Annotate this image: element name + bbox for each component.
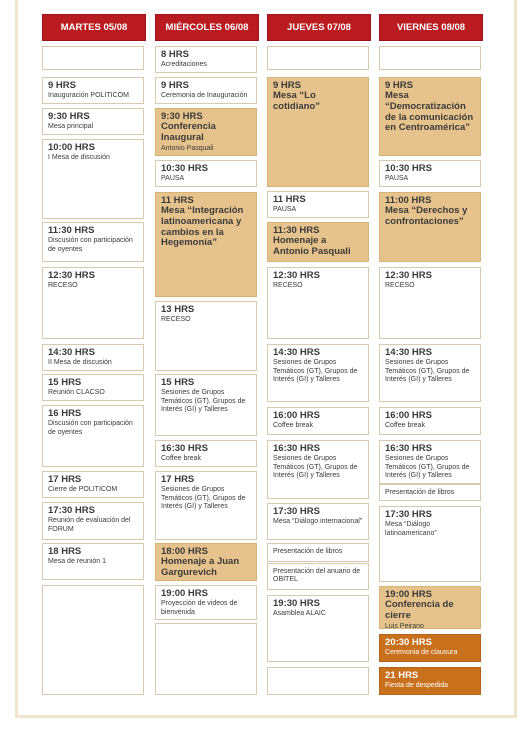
slot-desc: Coffee break [161, 455, 201, 463]
slot-time: 17:30 HRS [48, 505, 95, 516]
schedule-slot [267, 595, 369, 662]
slot-time: 14:30 HRS [385, 347, 432, 358]
slot-time: 10:00 HRS [48, 142, 95, 153]
slot-time: 9 HRS [48, 80, 76, 91]
slot-desc: Reunión de evaluación del FORUM [48, 517, 131, 533]
schedule-slot-highlight [267, 77, 369, 187]
slot-time: 17 HRS [48, 474, 82, 485]
schedule-slot [42, 46, 144, 70]
schedule-slot-highlight [379, 586, 481, 629]
slot-desc: RECESO [385, 282, 415, 290]
schedule-slot [42, 502, 144, 540]
slot-desc: Sesiones de Grupos Temáticos (GT), Grupos de Interés (GI) y Talleres [273, 359, 358, 384]
slot-time: 11:00 HRS [385, 195, 432, 206]
schedule-slot-highlight [379, 77, 481, 156]
slot-time: 9:30 HRS [161, 111, 203, 122]
slot-desc: PAUSA [161, 175, 185, 183]
schedule-slot-highlight [155, 108, 257, 156]
schedule-slot [379, 160, 481, 187]
day-column-miercoles [155, 0, 259, 718]
schedule-slot [42, 374, 144, 401]
slot-time: 13 HRS [161, 304, 195, 315]
schedule-slot [267, 563, 369, 590]
slot-time: 11:30 HRS [273, 225, 320, 236]
schedule-slot [379, 46, 481, 70]
slot-time: 16:30 HRS [273, 443, 320, 454]
slot-desc: Fiesta de despedida [385, 682, 449, 690]
schedule-slot [155, 77, 257, 104]
day-header: MIÉRCOLES 06/08 [155, 14, 259, 41]
schedule-slot-dark [379, 667, 481, 695]
slot-time: 12:30 HRS [48, 270, 95, 281]
schedule-slot [155, 585, 257, 620]
schedule-slot [42, 543, 144, 580]
slot-desc: I Mesa de discusión [48, 154, 110, 162]
slot-time: 9 HRS [273, 80, 301, 91]
slot-time: 9:30 HRS [48, 111, 90, 122]
slot-desc: Proyección de videos de bienvenida [161, 600, 238, 616]
slot-desc: RECESO [48, 282, 78, 290]
slot-time: 14:30 HRS [273, 347, 320, 358]
slot-desc: Presentación del anuario de OBITEL [273, 568, 361, 584]
schedule-slot [379, 440, 481, 484]
slot-desc: RECESO [273, 282, 303, 290]
slot-desc: RECESO [161, 316, 191, 324]
schedule-slot [379, 344, 481, 402]
slot-desc: PAUSA [273, 206, 297, 214]
slot-time: 14:30 HRS [48, 347, 95, 358]
schedule-slot [379, 407, 481, 435]
schedule-slot-highlight [155, 192, 257, 297]
slot-time: 16 HRS [48, 408, 82, 419]
slot-time: 15 HRS [48, 377, 82, 388]
slot-title: Conferencia de cierre [385, 599, 454, 622]
slot-time: 16:00 HRS [385, 410, 432, 421]
slot-desc: Discusión con participación de oyentes [48, 420, 133, 436]
slot-desc: Acreditaciones [161, 61, 207, 69]
schedule-slot [155, 471, 257, 540]
slot-desc: Discusión con participación de oyentes [48, 237, 133, 253]
slot-desc: Presentación de libros [273, 548, 343, 555]
slot-desc: Reunión CLACSO [48, 389, 105, 397]
slot-title: Conferencia Inaugural [161, 121, 216, 144]
day-column-jueves [267, 0, 371, 718]
schedule-slot-dark [379, 634, 481, 662]
schedule-slot [42, 267, 144, 339]
schedule-slot [42, 585, 144, 695]
slot-desc: Cierre de POLITICOM [48, 486, 118, 494]
slot-desc: Luis Peirano [385, 622, 424, 629]
slot-time: 21 HRS [385, 670, 419, 681]
schedule-slot-highlight [379, 192, 481, 262]
slot-time: 17:30 HRS [273, 506, 320, 517]
schedule-slot [155, 301, 257, 371]
slot-time: 9 HRS [161, 80, 189, 91]
schedule-slot [42, 344, 144, 371]
slot-time: 11 HRS [161, 195, 194, 206]
schedule-slot [155, 440, 257, 467]
slot-desc: Asamblea ALAIC [273, 610, 326, 618]
slot-title: Mesa “Lo cotidiano” [273, 90, 320, 113]
schedule-slot [267, 267, 369, 339]
slot-time: 8 HRS [161, 49, 189, 60]
slot-time: 9 HRS [385, 80, 413, 91]
schedule-slot [267, 503, 369, 540]
slot-time: 18 HRS [48, 546, 82, 557]
slot-desc: Coffee break [273, 422, 313, 430]
schedule-slot [42, 139, 144, 219]
slot-desc: Ceremonia de clausura [385, 649, 458, 657]
slot-title: Homenaje a Juan Gargurevich [161, 556, 240, 579]
slot-desc: Mesa de reunión 1 [48, 558, 106, 566]
slot-desc: Coffee break [385, 422, 425, 430]
slot-desc: Antonio Pasquali [161, 144, 214, 152]
slot-time: 17 HRS [161, 474, 195, 485]
slot-desc: Mesa principal [48, 123, 94, 131]
slot-time: 11 HRS [273, 194, 306, 205]
schedule-slot [267, 667, 369, 695]
day-header: JUEVES 07/08 [267, 14, 371, 41]
schedule-slot [267, 407, 369, 435]
slot-time: 19:30 HRS [273, 598, 320, 609]
slot-time: 17:30 HRS [385, 509, 432, 520]
slot-time: 19:00 HRS [385, 589, 432, 600]
schedule-slot [379, 506, 481, 582]
slot-time: 12:30 HRS [273, 270, 320, 281]
slot-time: 20:30 HRS [385, 637, 432, 648]
slot-time: 18:00 HRS [161, 546, 208, 557]
slot-desc: Mesa “Diálogo latinoamericano” [385, 521, 437, 537]
slot-desc: Sesiones de Grupos Temáticos (GT), Grupos de Interés (GI) y Talleres [161, 486, 246, 511]
day-header: MARTES 05/08 [42, 14, 146, 41]
slot-desc: Sesiones de Grupos Temáticos (GT), Grupos de Interés (GI) y Talleres [161, 389, 246, 414]
schedule-slot [155, 160, 257, 187]
schedule-slot [42, 108, 144, 135]
slot-time: 11:30 HRS [48, 225, 95, 236]
schedule-slot [379, 484, 481, 501]
slot-desc: Mesa “Diálogo internacional” [273, 518, 363, 526]
slot-desc: Inauguración POLITICOM [48, 92, 129, 100]
slot-title: Mesa “Integración latinoamericana y cambios en la Hegemonía” [161, 205, 244, 249]
slot-title: Mesa “Derechos y confrontaciones” [385, 205, 468, 228]
slot-time: 19:00 HRS [161, 588, 208, 599]
schedule-slot [155, 374, 257, 436]
schedule-slot [155, 46, 257, 73]
slot-time: 16:30 HRS [385, 443, 432, 454]
schedule-slot [42, 222, 144, 262]
schedule-slot-highlight [155, 543, 257, 581]
schedule-slot [42, 77, 144, 104]
slot-time: 12:30 HRS [385, 270, 432, 281]
slot-time: 10:30 HRS [385, 163, 432, 174]
slot-desc: Ceremonia de Inauguración [161, 92, 248, 100]
schedule-slot [379, 267, 481, 339]
day-column-martes [42, 0, 146, 718]
slot-desc: PAUSA [385, 175, 409, 183]
slot-title: Homenaje a Antonio Pasquali [273, 235, 351, 258]
schedule-slot [267, 344, 369, 402]
slot-time: 10:30 HRS [161, 163, 208, 174]
schedule-slot [267, 191, 369, 218]
schedule-slot [267, 440, 369, 499]
slot-time: 16:30 HRS [161, 443, 208, 454]
slot-time: 15 HRS [161, 377, 195, 388]
slot-desc: Sesiones de Grupos Temáticos (GT), Grupos de Interés (GI) y Talleres [385, 455, 470, 480]
schedule-slot [42, 471, 144, 498]
day-column-viernes [379, 0, 483, 718]
slot-desc: Sesiones de Grupos Temáticos (GT), Grupos de Interés (GI) y Talleres [273, 455, 358, 480]
schedule-slot [42, 405, 144, 467]
schedule-slot [155, 623, 257, 695]
slot-desc: Presentación de libros [385, 489, 455, 496]
schedule-slot-highlight [267, 222, 369, 262]
slot-desc: Sesiones de Grupos Temáticos (GT), Grupos de Interés (GI) y Talleres [385, 359, 470, 384]
schedule-slot [267, 46, 369, 70]
slot-desc: II Mesa de discusión [48, 359, 112, 367]
day-header: VIERNES 08/08 [379, 14, 483, 41]
slot-title: Mesa “Democratización de la comunicación en Centroamérica” [385, 90, 474, 134]
slot-time: 16:00 HRS [273, 410, 320, 421]
schedule-slot [267, 543, 369, 562]
